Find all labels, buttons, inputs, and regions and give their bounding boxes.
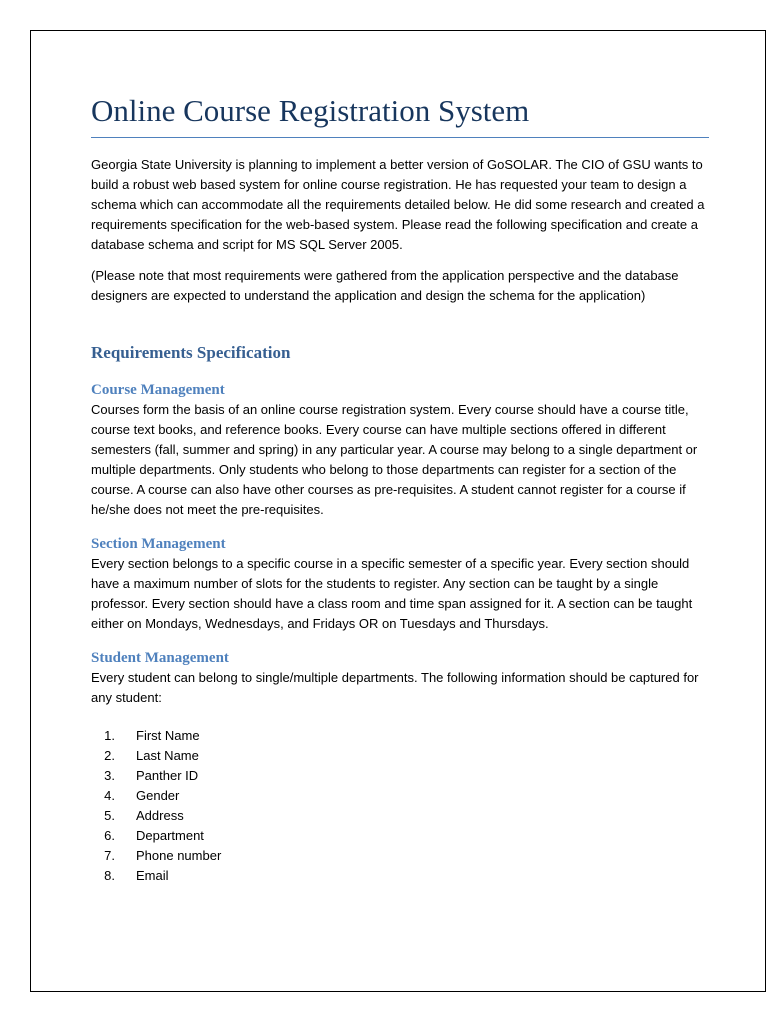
list-label: Phone number bbox=[136, 848, 222, 863]
section-body-course-management: Courses form the basis of an online course registration system. Every course should have a course title, course text books, and reference books. Every course can have multiple sections offered in different semesters (fall, summer and spring) in any particular year. A course may belong to a single department or multiple departments. Only students who belong to those departments can register for a section of the course. A course can also have other courses as pre-requisites. A student cannot register for a course if he/she does not meet the pre-requisites. bbox=[91, 402, 698, 517]
list-item bbox=[91, 846, 709, 866]
list-item bbox=[91, 746, 709, 766]
student-fields-list bbox=[91, 726, 709, 886]
intro-paragraph: Georgia State University is planning to implement a better version of GoSOLAR. The CIO of GSU wants to build a robust web based system for online course registration. He has requested your team to design a schema which can accommodate all the requirements detailed below. He did some research and created a requirements specification for the web-based system. Please read the following specification and create a database schema and script for MS SQL Server 2005. bbox=[91, 157, 705, 252]
list-item bbox=[91, 806, 709, 826]
list-item bbox=[91, 866, 709, 886]
list-item bbox=[91, 786, 709, 806]
list-label: Department bbox=[136, 828, 204, 843]
section-body-student-management: Every student can belong to single/multiple departments. The following information should be captured for any student: bbox=[91, 670, 699, 705]
section-heading-student-management: Student Management bbox=[91, 650, 229, 666]
section-heading-section-management: Section Management bbox=[91, 536, 226, 552]
list-label: Panther ID bbox=[136, 768, 199, 783]
intro-note: (Please note that most requirements were gathered from the application perspective and the database designers are expected to understand the application and design the schema for the application) bbox=[91, 268, 679, 303]
list-number: 7. bbox=[104, 848, 115, 863]
list-number: 8. bbox=[104, 868, 115, 883]
list-number: 1. bbox=[104, 728, 115, 743]
requirements-heading: Requirements Specification bbox=[91, 343, 291, 362]
list-number: 3. bbox=[104, 768, 115, 783]
section-body-section-management: Every section belongs to a specific course in a specific semester of a specific year. Every section should have a maximum number of slots for the students to register. Any section can be taught by a single professor. Every section should have a class room and time span assigned for it. A section can be taught either on Mondays, Wednesdays, and Fridays OR on Tuesdays and Thursdays. bbox=[91, 556, 693, 631]
document-title: Online Course Registration System bbox=[91, 91, 709, 138]
list-number: 6. bbox=[104, 828, 115, 843]
list-number: 5. bbox=[104, 808, 115, 823]
list-number: 2. bbox=[104, 748, 115, 763]
list-item bbox=[91, 726, 709, 746]
document-page bbox=[30, 30, 766, 992]
list-label: Last Name bbox=[136, 748, 199, 763]
document-content bbox=[91, 91, 709, 886]
list-label: First Name bbox=[136, 728, 200, 743]
list-label: Gender bbox=[136, 788, 180, 803]
list-label: Address bbox=[136, 808, 184, 823]
list-item bbox=[91, 826, 709, 846]
list-number: 4. bbox=[104, 788, 115, 803]
section-heading-course-management: Course Management bbox=[91, 382, 225, 398]
list-item bbox=[91, 766, 709, 786]
list-label: Email bbox=[136, 868, 169, 883]
